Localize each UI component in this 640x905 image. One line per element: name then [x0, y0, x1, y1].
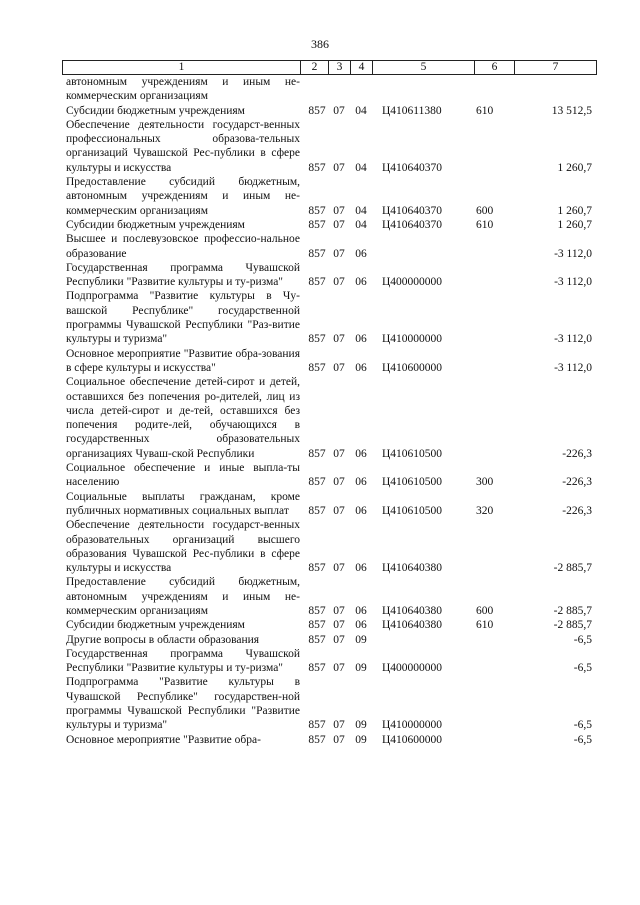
row-name: Обеспечение деятельности государст-венных профессиональных образова-тельных организаций Чувашской Рес-публики в сфере культуры и искусства — [66, 118, 300, 174]
row-section-code: 07 — [333, 447, 345, 460]
row-name: Субсидии бюджетным учреждениям — [66, 104, 245, 117]
row-name: Подпрограмма "Развитие культуры в Чу-вашской Республике" государственной программы Чувашской Республики "Раз-витие культуры и туризма" — [66, 290, 300, 346]
row-amount: -226,3 — [562, 447, 592, 460]
row-expense-type: 610 — [476, 218, 494, 231]
row-target-article: Ц410610500 — [382, 476, 443, 489]
row-amount: 1 260,7 — [557, 161, 592, 174]
row-section-code: 07 — [333, 276, 345, 289]
table-row — [62, 375, 596, 461]
row-amount: -3 112,0 — [554, 361, 592, 374]
row-section-code: 07 — [333, 361, 345, 374]
row-name: Другие вопросы в области образования — [66, 633, 260, 646]
row-section-code: 07 — [333, 247, 345, 260]
row-amount: -6,5 — [573, 733, 592, 746]
row-name: Предоставление субсидий бюджетным, автономным учреждениям и иным не-коммерческим организациям — [66, 176, 300, 217]
row-section-code: 07 — [333, 504, 345, 517]
row-target-article: Ц410000000 — [382, 333, 443, 346]
row-subsection-code: 09 — [355, 633, 367, 646]
row-subsection-code: 06 — [355, 619, 367, 632]
row-ministry-code: 857 — [308, 218, 326, 231]
table-row — [62, 618, 596, 632]
column-header-7: 7 — [515, 61, 597, 75]
row-target-article: Ц410600000 — [382, 733, 443, 746]
row-name: Социальное обеспечение и иные выпла-ты населению — [66, 462, 300, 489]
row-amount: 1 260,7 — [557, 204, 592, 217]
row-name: Субсидии бюджетным учреждениям — [66, 619, 245, 632]
table-row — [62, 647, 596, 676]
row-ministry-code: 857 — [308, 562, 326, 575]
row-target-article: Ц400000000 — [382, 276, 443, 289]
row-amount: -6,5 — [573, 662, 592, 675]
row-expense-type: 300 — [476, 476, 494, 489]
row-ministry-code: 857 — [308, 361, 326, 374]
row-subsection-code: 04 — [355, 161, 367, 174]
row-amount: -2 885,7 — [553, 619, 592, 632]
row-name: Социальные выплаты гражданам, кроме публичных нормативных социальных выплат — [66, 490, 300, 517]
row-section-code: 07 — [333, 719, 345, 732]
table-row — [62, 490, 596, 519]
row-target-article: Ц410611380 — [382, 104, 442, 117]
table-row — [62, 75, 596, 104]
row-section-code: 07 — [333, 619, 345, 632]
row-target-article: Ц410640380 — [382, 604, 443, 617]
column-header-6: 6 — [475, 61, 515, 75]
row-amount: -2 885,7 — [553, 604, 592, 617]
row-target-article: Ц410640380 — [382, 619, 443, 632]
row-ministry-code: 857 — [308, 204, 326, 217]
row-amount: 1 260,7 — [557, 218, 592, 231]
row-section-code: 07 — [333, 733, 345, 746]
column-header-3: 3 — [329, 61, 351, 75]
row-target-article: Ц410640380 — [382, 562, 443, 575]
row-amount: -6,5 — [573, 719, 592, 732]
row-expense-type: 320 — [476, 504, 494, 517]
table-row — [62, 347, 596, 376]
row-section-code: 07 — [333, 161, 345, 174]
row-ministry-code: 857 — [308, 733, 326, 746]
table-row — [62, 218, 596, 232]
row-subsection-code: 06 — [355, 604, 367, 617]
row-subsection-code: 06 — [355, 276, 367, 289]
table-row — [62, 289, 596, 346]
row-subsection-code: 04 — [355, 218, 367, 231]
table-row — [62, 633, 596, 647]
row-target-article: Ц410610500 — [382, 447, 443, 460]
row-amount: -3 112,0 — [554, 333, 592, 346]
row-ministry-code: 857 — [308, 476, 326, 489]
row-subsection-code: 06 — [355, 504, 367, 517]
column-header-row — [63, 61, 597, 75]
row-target-article: Ц410640370 — [382, 218, 443, 231]
row-ministry-code: 857 — [308, 662, 326, 675]
row-name: автономным учреждениям и иным не-коммерческим организациям — [66, 76, 300, 103]
row-target-article: Ц410600000 — [382, 361, 443, 374]
row-name: Предоставление субсидий бюджетным, автономным учреждениям и иным не-коммерческим организациям — [66, 576, 300, 617]
row-expense-type: 600 — [476, 204, 494, 217]
table-row — [62, 575, 596, 618]
row-name: Основное мероприятие "Развитие обра-зования в сфере культуры и искусства" — [66, 347, 300, 374]
row-amount: -3 112,0 — [554, 276, 592, 289]
row-subsection-code: 06 — [355, 476, 367, 489]
row-amount: 13 512,5 — [551, 104, 592, 117]
row-amount: -226,3 — [562, 504, 592, 517]
column-header-1: 1 — [63, 61, 301, 75]
row-name: Государственная программа Чувашской Республики "Развитие культуры и ту-ризма" — [66, 261, 300, 289]
row-ministry-code: 857 — [308, 247, 326, 260]
column-header-2: 2 — [301, 61, 329, 75]
row-expense-type: 600 — [476, 604, 494, 617]
row-ministry-code: 857 — [308, 333, 326, 346]
row-ministry-code: 857 — [308, 633, 326, 646]
row-subsection-code: 06 — [355, 562, 367, 575]
row-target-article: Ц410610500 — [382, 504, 443, 517]
row-ministry-code: 857 — [308, 447, 326, 460]
table-row — [62, 733, 596, 747]
row-subsection-code: 06 — [355, 447, 367, 460]
row-expense-type: 610 — [476, 104, 494, 117]
table-row — [62, 175, 596, 218]
row-name: Обеспечение деятельности государст-венных образовательных организаций высшего образования Чувашской Рес-публики в сфере культуры и искусства — [66, 519, 300, 575]
row-subsection-code: 04 — [355, 204, 367, 217]
row-name: Субсидии бюджетным учреждениям — [66, 218, 245, 231]
column-header-4: 4 — [351, 61, 373, 75]
row-subsection-code: 06 — [355, 333, 367, 346]
row-ministry-code: 857 — [308, 604, 326, 617]
row-amount: -226,3 — [562, 476, 592, 489]
row-name: Высшее и послевузовское профессио-нальное образование — [66, 233, 300, 260]
page-number: 386 — [311, 37, 329, 51]
table-row — [62, 675, 596, 732]
row-ministry-code: 857 — [308, 719, 326, 732]
row-target-article: Ц400000000 — [382, 662, 443, 675]
row-name: Государственная программа Чувашской Республики "Развитие культуры и ту-ризма" — [66, 647, 300, 675]
table-row — [62, 461, 596, 490]
row-target-article: Ц410640370 — [382, 161, 443, 174]
row-target-article: Ц410000000 — [382, 719, 443, 732]
row-ministry-code: 857 — [308, 504, 326, 517]
row-subsection-code: 06 — [355, 361, 367, 374]
column-header-5: 5 — [373, 61, 475, 75]
row-section-code: 07 — [333, 633, 345, 646]
row-ministry-code: 857 — [308, 276, 326, 289]
table-row — [62, 118, 596, 175]
table-row — [62, 104, 596, 118]
row-section-code: 07 — [333, 662, 345, 675]
column-header-table — [62, 60, 597, 75]
row-section-code: 07 — [333, 476, 345, 489]
row-amount: -6,5 — [573, 633, 592, 646]
budget-table-body — [62, 75, 596, 747]
row-target-article: Ц410640370 — [382, 204, 443, 217]
table-row — [62, 232, 596, 261]
row-section-code: 07 — [333, 104, 345, 117]
row-subsection-code: 06 — [355, 247, 367, 260]
row-section-code: 07 — [333, 333, 345, 346]
row-ministry-code: 857 — [308, 619, 326, 632]
row-subsection-code: 09 — [355, 719, 367, 732]
row-section-code: 07 — [333, 604, 345, 617]
row-name: Подпрограмма "Развитие культуры в Чувашской Республике" государствен-ной программы Чувашской Республики "Развитие культуры и туризма" — [66, 676, 300, 732]
row-ministry-code: 857 — [308, 161, 326, 174]
row-section-code: 07 — [333, 562, 345, 575]
row-section-code: 07 — [333, 204, 345, 217]
table-row — [62, 261, 596, 290]
row-name: Основное мероприятие "Развитие обра- — [66, 733, 261, 746]
row-expense-type: 610 — [476, 619, 494, 632]
row-subsection-code: 09 — [355, 733, 367, 746]
row-subsection-code: 04 — [355, 104, 367, 117]
row-amount: -3 112,0 — [554, 247, 592, 260]
row-ministry-code: 857 — [308, 104, 326, 117]
row-amount: -2 885,7 — [553, 562, 592, 575]
row-section-code: 07 — [333, 218, 345, 231]
table-row — [62, 518, 596, 575]
row-name: Социальное обеспечение детей-сирот и детей, оставшихся без попечения ро-дителей, лиц из числа детей-сирот и де-тей, оставшихся без попечения родите-лей, обучающихся в государственных образовательных организациях Чуваш-ской Республики — [66, 376, 300, 460]
row-subsection-code: 09 — [355, 662, 367, 675]
